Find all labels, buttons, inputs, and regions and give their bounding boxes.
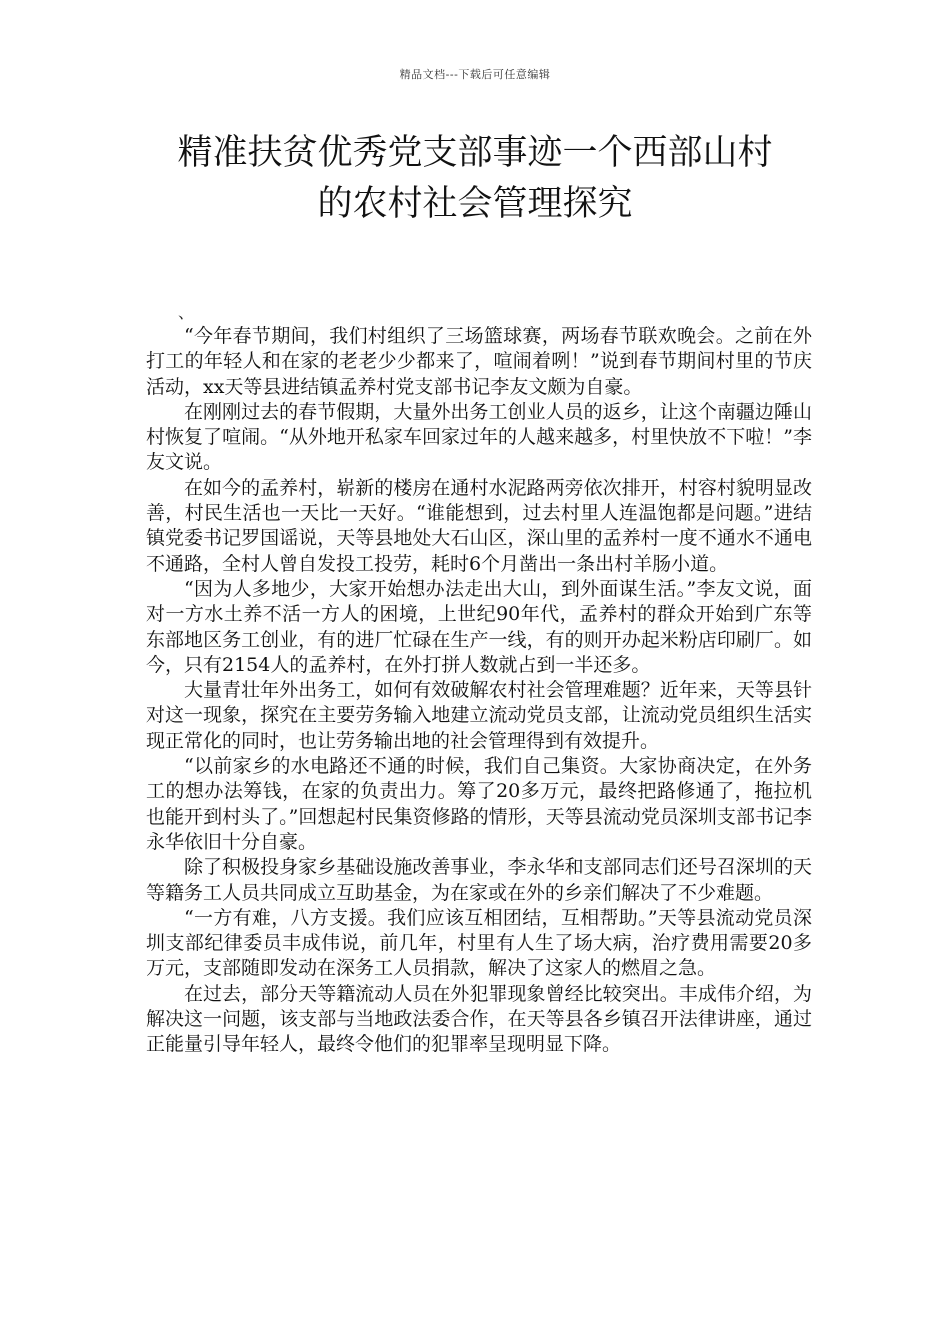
paragraph: “一方有难，八方支援。我们应该互相团结，互相帮助。”天等县流动党员深圳支部纪律委员丰成伟说，前几年，村里有人生了场大病，治疗费用需要20多万元，支部随即发动在深务工人员捐款，解决了这家人的燃眉之急。	[146, 906, 812, 980]
paragraph: 大量青壮年外出务工，如何有效破解农村社会管理难题？近年来，天等县针对这一现象，探究在主要劳务输入地建立流动党员支部，让流动党员组织生活实现正常化的同时，也让劳务输出地的社会管理得到有效提升。	[146, 679, 812, 752]
paragraph: 在刚刚过去的春节假期，大量外出务工创业人员的返乡，让这个南疆边陲山村恢复了喧闹。“从外地开私家车回家过年的人越来越多，村里快放不下啦！”李友文说。	[146, 400, 812, 474]
article-body	[146, 324, 812, 1058]
paragraph: 在过去，部分天等籍流动人员在外犯罪现象曾经比较突出。丰成伟介绍，为解决这一问题，该支部与当地政法委合作，在天等县各乡镇召开法律讲座，通过正能量引导年轻人，最终令他们的犯罪率呈现明显下降。	[146, 982, 812, 1056]
stray-punctuation-mark: 、	[178, 303, 195, 322]
document-title	[100, 128, 850, 230]
paragraph: 在如今的孟养村，崭新的楼房在通村水泥路两旁依次排开，村容村貌明显改善，村民生活也一天比一天好。“谁能想到，过去村里人连温饱都是问题。”进结镇党委书记罗国谣说，天等县地处大石山区，深山里的孟养村一度不通水不通电不通路，全村人曾自发投工投劳，耗时6个月凿出一条出村羊肠小道。	[146, 476, 812, 575]
title-line-1: 精准扶贫优秀党支部事迹一个西部山村	[177, 133, 773, 173]
title-line-2: 的农村社会管理探究	[317, 184, 633, 224]
paragraph: “因为人多地少，大家开始想办法走出大山，到外面谋生活。”李友文说，面对一方水土养不活一方人的困境，上世纪90年代，孟养村的群众开始到广东等东部地区务工创业，有的进厂忙碌在生产一线，有的则开办起米粉店印刷厂。如今，只有2154人的孟养村，在外打拼人数就占到一半还多。	[146, 577, 812, 676]
paragraph: “以前家乡的水电路还不通的时候，我们自己集资。大家协商决定，在外务工的想办法筹钱，在家的负责出力。筹了20多万元，最终把路修通了，拖拉机也能开到村头了。”回想起村民集资修路的情形，天等县流动党员深圳支部书记李永华依旧十分自豪。	[146, 755, 812, 853]
header-note: 精品文档---下载后可任意编辑	[399, 68, 551, 81]
paragraph: “今年春节期间，我们村组织了三场篮球赛，两场春节联欢晚会。之前在外打工的年轻人和在家的老老少少都来了，喧闹着咧！”说到春节期间村里的节庆活动，xx天等县进结镇孟养村党支部书记李友文颇为自豪。	[146, 325, 812, 398]
paragraph: 除了积极投身家乡基础设施改善事业，李永华和支部同志们还号召深圳的天等籍务工人员共同成立互助基金，为在家或在外的乡亲们解决了不少难题。	[146, 856, 812, 904]
